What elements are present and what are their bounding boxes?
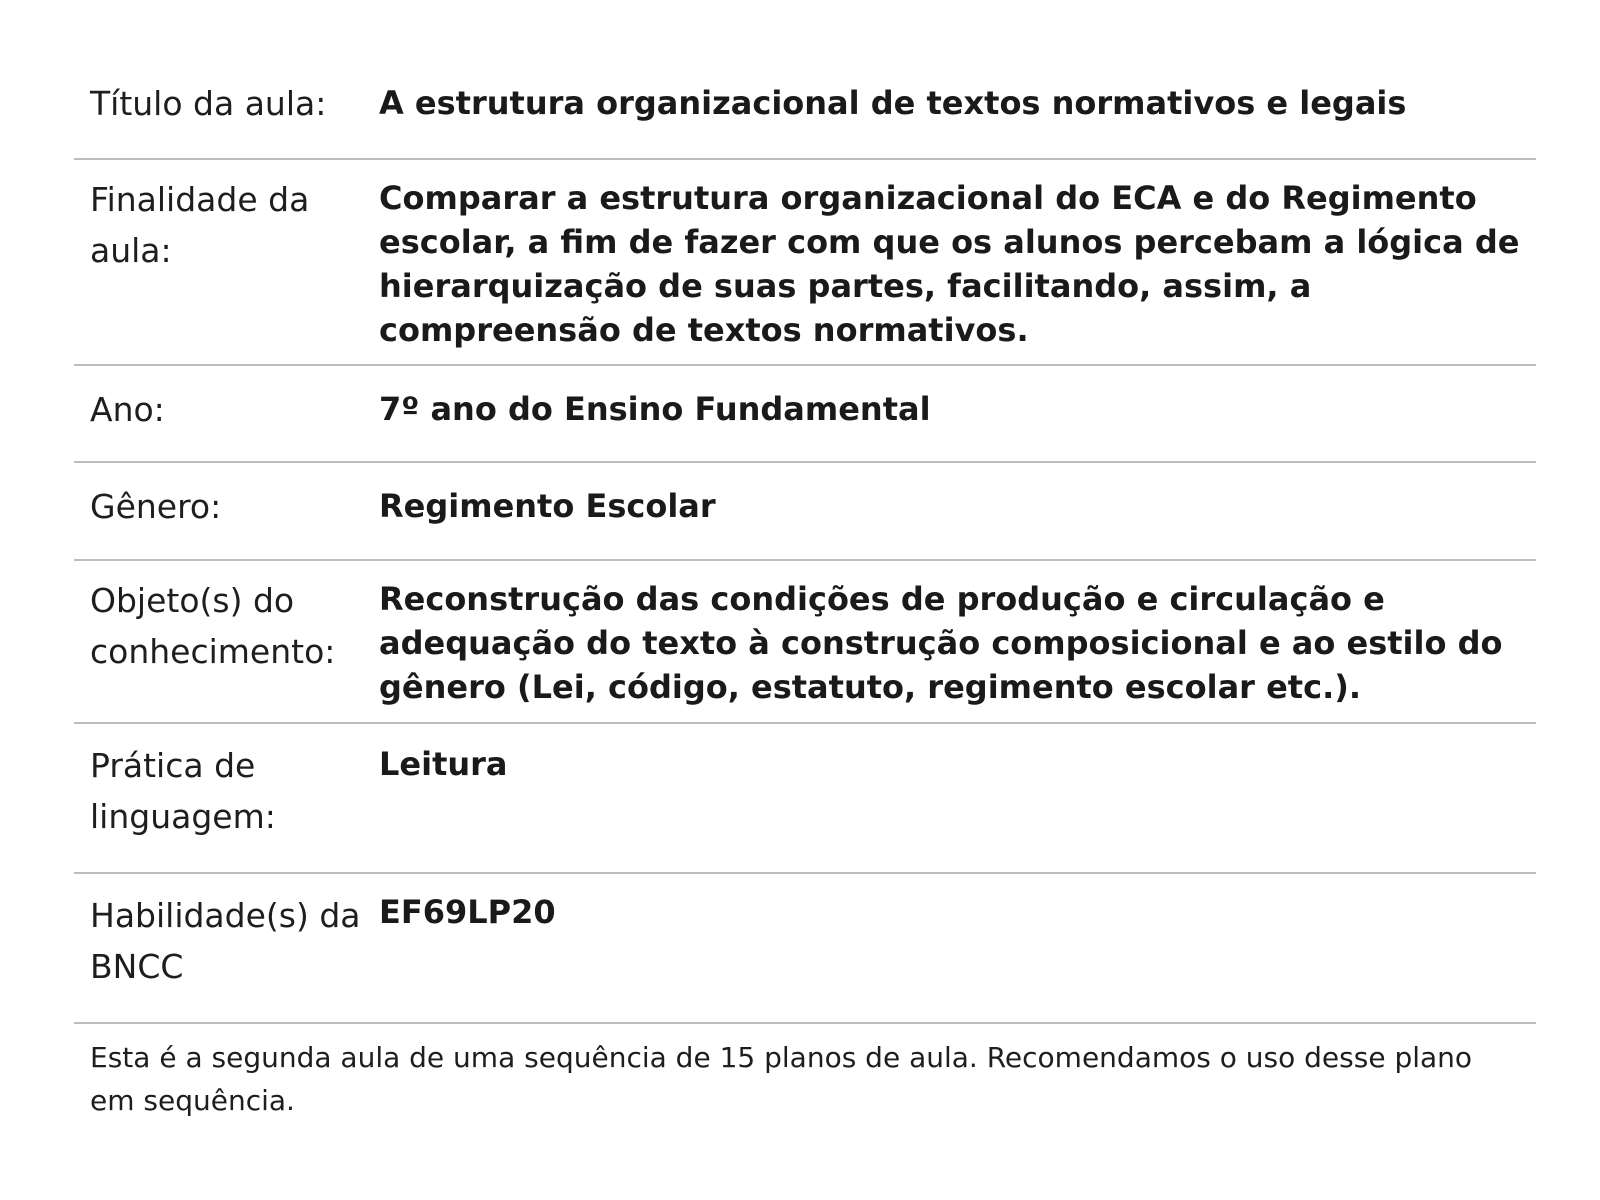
- lesson-plan-summary: [74, 58, 1536, 1122]
- row-label: Ano:: [90, 390, 165, 429]
- row-value: Comparar a estrutura organizacional do ECA e do Regimento escolar, a fim de fazer com que os alunos percebam a lógica de hierarquização de suas partes, facilitando, assim, a compreensão de textos normativos.: [379, 179, 1520, 349]
- row-objeto-conhecimento: [74, 561, 1536, 724]
- row-label: Habilidade(s) da BNCC: [90, 896, 361, 986]
- row-value: Reconstrução das condições de produção e circulação e adequação do texto à construção composicional e ao estilo do gênero (Lei, código, estatuto, regimento escolar etc.).: [379, 580, 1503, 706]
- row-value: A estrutura organizacional de textos normativos e legais: [379, 84, 1407, 122]
- row-label: Prática de linguagem:: [90, 746, 276, 836]
- sequence-note: Esta é a segunda aula de uma sequência de 15 planos de aula. Recomendamos o uso desse plano em sequência.: [90, 1041, 1473, 1117]
- row-habilidades-bncc: [74, 874, 1536, 1024]
- row-finalidade: [74, 160, 1536, 366]
- row-value: 7º ano do Ensino Fundamental: [379, 390, 931, 428]
- row-value: Regimento Escolar: [379, 487, 716, 525]
- row-label: Finalidade da aula:: [90, 180, 310, 270]
- row-titulo: [74, 58, 1536, 160]
- row-pratica-linguagem: [74, 724, 1536, 874]
- row-ano: [74, 366, 1536, 463]
- row-label: Título da aula:: [90, 84, 327, 123]
- row-value: EF69LP20: [379, 893, 556, 931]
- row-value: Leitura: [379, 745, 508, 783]
- row-label: Gênero:: [90, 487, 222, 526]
- row-genero: [74, 463, 1536, 561]
- row-label: Objeto(s) do conhecimento:: [90, 581, 336, 671]
